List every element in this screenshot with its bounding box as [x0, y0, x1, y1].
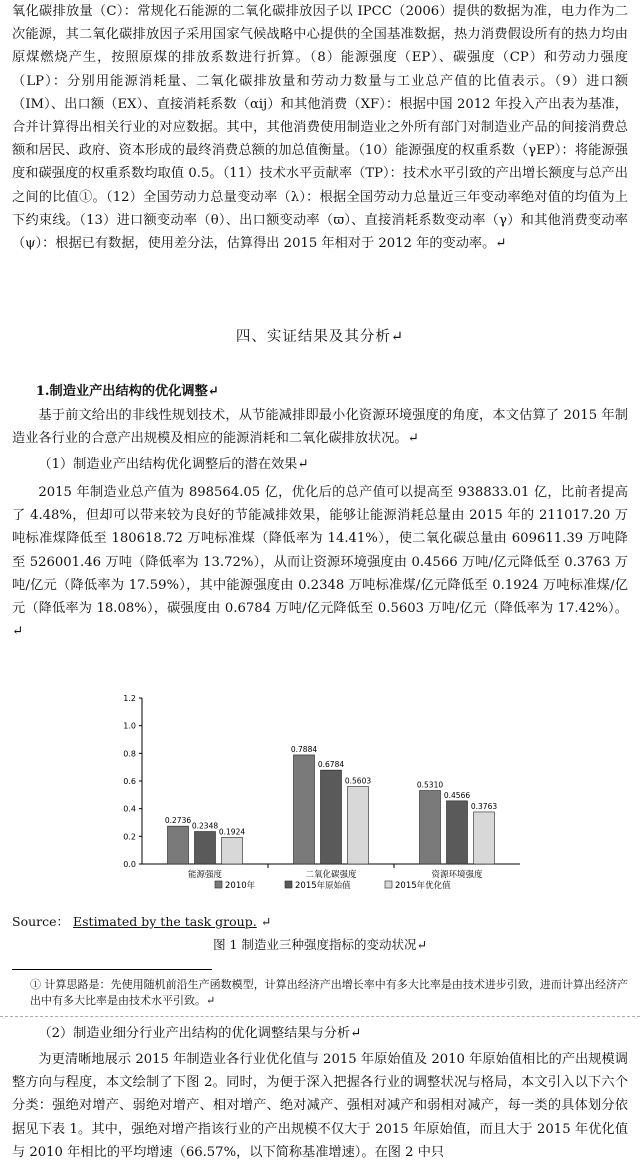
bar-value-label: 0.3763: [470, 801, 498, 811]
y-tick-label: 0.6: [123, 777, 136, 786]
legend-swatch: [285, 881, 292, 888]
legend-swatch: [215, 881, 222, 888]
bar: [321, 770, 342, 864]
figure-caption: 图 1 制造业三种强度指标的变动状况↵: [213, 937, 427, 952]
bar-value-label: 0.2348: [191, 821, 219, 831]
bar: [168, 826, 189, 864]
category-label: 资源环境强度: [431, 870, 483, 880]
source-text: Estimated by the task group.: [73, 914, 257, 929]
source-label: Source：: [12, 914, 70, 929]
y-tick-label: 1.0: [123, 721, 136, 731]
bar-value-label: 0.5310: [416, 780, 444, 790]
sub-sub-heading-2: （2）制造业细分行业产出结构的优化调整结果与分析↵: [38, 1026, 362, 1041]
bar-value-label: 0.7884: [290, 744, 318, 754]
bar: [447, 801, 468, 864]
y-tick-label: 1.2: [123, 694, 136, 703]
category-label: 能源强度: [187, 870, 223, 880]
bar: [420, 791, 441, 864]
page-break: [0, 1016, 640, 1017]
bar-value-label: 0.6784: [317, 760, 345, 770]
paragraph-top: 氧化碳排放量（C）：常规化石能源的二氧化碳排放因子以 IPCC（2006）提供的数据为准，电力作为二次能源，其二氧化碳排放因子采用国家气候战略中心提供的全国基准数据，热力消费假设所有的热力均由原煤燃烧产生，按照原煤的排放系数进行折算。（8）能源强度（EP）、碳强度（CP）和劳动力强度（LP）：分别用能源消耗量、二氧化碳排放量和劳动力数量与工业总产值的比值表示。（9）进口额（IM）、出口额（EX）、直接消耗系数（αij）和其他消费（XF）：根据中国 2012 年投入产出表为基准，合并计算得出相关行业的对应数据。其中，其他消费使用制造业之外所有部门对制造业产品的间接消费总额和居民、政府、资本形成的最终消费总额的加总值衡量。（10）能源强度的权重系数（γEP）：将能源强度和碳强度的权重系数均取值 0.5。（11）技术水平贡献率（TP）：技术水平引致的产出增长额度与总产出之间的比值①。（12）全国劳动力总量变动率（λ）：根据全国劳动力总量近三年变动率绝对值的均值为上下约束线。（13）进口额变动率（θ）、出口额变动率（ϖ）、直接消耗系数变动率（γ）和其他消费变动率（ψ）：根据已有数据，使用差分法，估算得出 2015 年相对于 2012 年的变动率。↵: [12, 4, 628, 252]
section-heading: 四、实证结果及其分析↵: [235, 329, 405, 345]
y-tick-label: 0.0: [123, 860, 136, 869]
paragraph-bottom: 为更清晰地展示 2015 年制造业各行业优化值与 2015 年原始值及 2010 年原始值相比的产出规模调整方向与程度，本文绘制了下图 2。同时，为便于深入把握各行业的调整状况与格局，本文引入以下六个分类：强绝对增产、弱绝对增产、相对增产、绝对减产、强相对减产和弱相对减产，每一类的具体划分依据见下表 1。其中，强绝对增产指该行业的产出规模不仅大于 2015 年原始值，而且大于 2015 年优化值与 2010 年相比的平均增速（66.57%，以下简称基准增速）。在图 2 中只: [12, 1052, 628, 1160]
paragraph-results: 2015 年制造业总产值为 898564.05 亿，优化后的总产值可以提高至 938833.01 亿，比前者提高了 4.48%，但却可以带来较为良好的节能减排效果，能够让能源消耗总量由 2015 年的 211017.20 万吨标准煤降低至 180618.72 万吨标准煤（降低率为 14.41%），使二氧化碳总量由 609611.39 万吨降至 526001.46 万吨（降低率为 13.72%），从而让资源环境强度由 0.4566 万吨/亿元降低至 0.3763 万吨/亿元（降低率为 17.59%），其中能源强度由 0.2348 万吨标准煤/亿元降低至 0.1924 万吨标准煤/亿元（降低率为 18.08%），碳强度由 0.6784 万吨/亿元降低至 0.5603 万吨/亿元（降低率为 17.42%）。↵: [12, 485, 628, 640]
bar-value-label: 0.1924: [218, 827, 246, 837]
bar: [348, 786, 369, 864]
sub-sub-heading-1: （1）制造业产出结构优化调整后的潜在效果↵: [38, 457, 309, 472]
sub-heading: 1.制造业产出结构的优化调整↵: [35, 384, 219, 399]
bar: [222, 837, 243, 864]
legend-label: 2015年原始值: [295, 881, 351, 891]
source-note: [12, 912, 271, 930]
bar: [474, 812, 495, 864]
bar-value-label: 0.2736: [164, 816, 192, 826]
footnote-divider: [12, 969, 212, 970]
y-tick-label: 0.2: [123, 832, 136, 842]
y-tick-label: 0.8: [123, 749, 136, 759]
source-mark: ↵: [260, 914, 272, 929]
category-label: 二氧化碳强度: [305, 870, 357, 880]
intensity-bar-chart: [110, 680, 530, 905]
bar-value-label: 0.5603: [344, 776, 372, 786]
bar: [195, 832, 216, 864]
bar-value-label: 0.4566: [443, 790, 471, 800]
paragraph-intro: 基于前文给出的非线性规划技术，从节能减排即最小化资源环境强度的角度，本文估算了 2015 年制造业各行业的合意产出规模及相应的能源消耗和二氧化碳排放状况。↵: [12, 408, 628, 447]
footnote: ① 计算思路是：先使用随机前沿生产函数模型，计算出经济产出增长率中有多大比率是由技术进步引致，进而计算出经济产出中有多大比率是由技术水平引致。↵: [30, 978, 628, 1007]
legend-label: 2015年优化值: [395, 881, 451, 891]
y-tick-label: 0.4: [123, 804, 136, 814]
legend-label: 2010年: [225, 881, 256, 891]
bar: [294, 755, 315, 864]
legend-swatch: [385, 881, 392, 888]
